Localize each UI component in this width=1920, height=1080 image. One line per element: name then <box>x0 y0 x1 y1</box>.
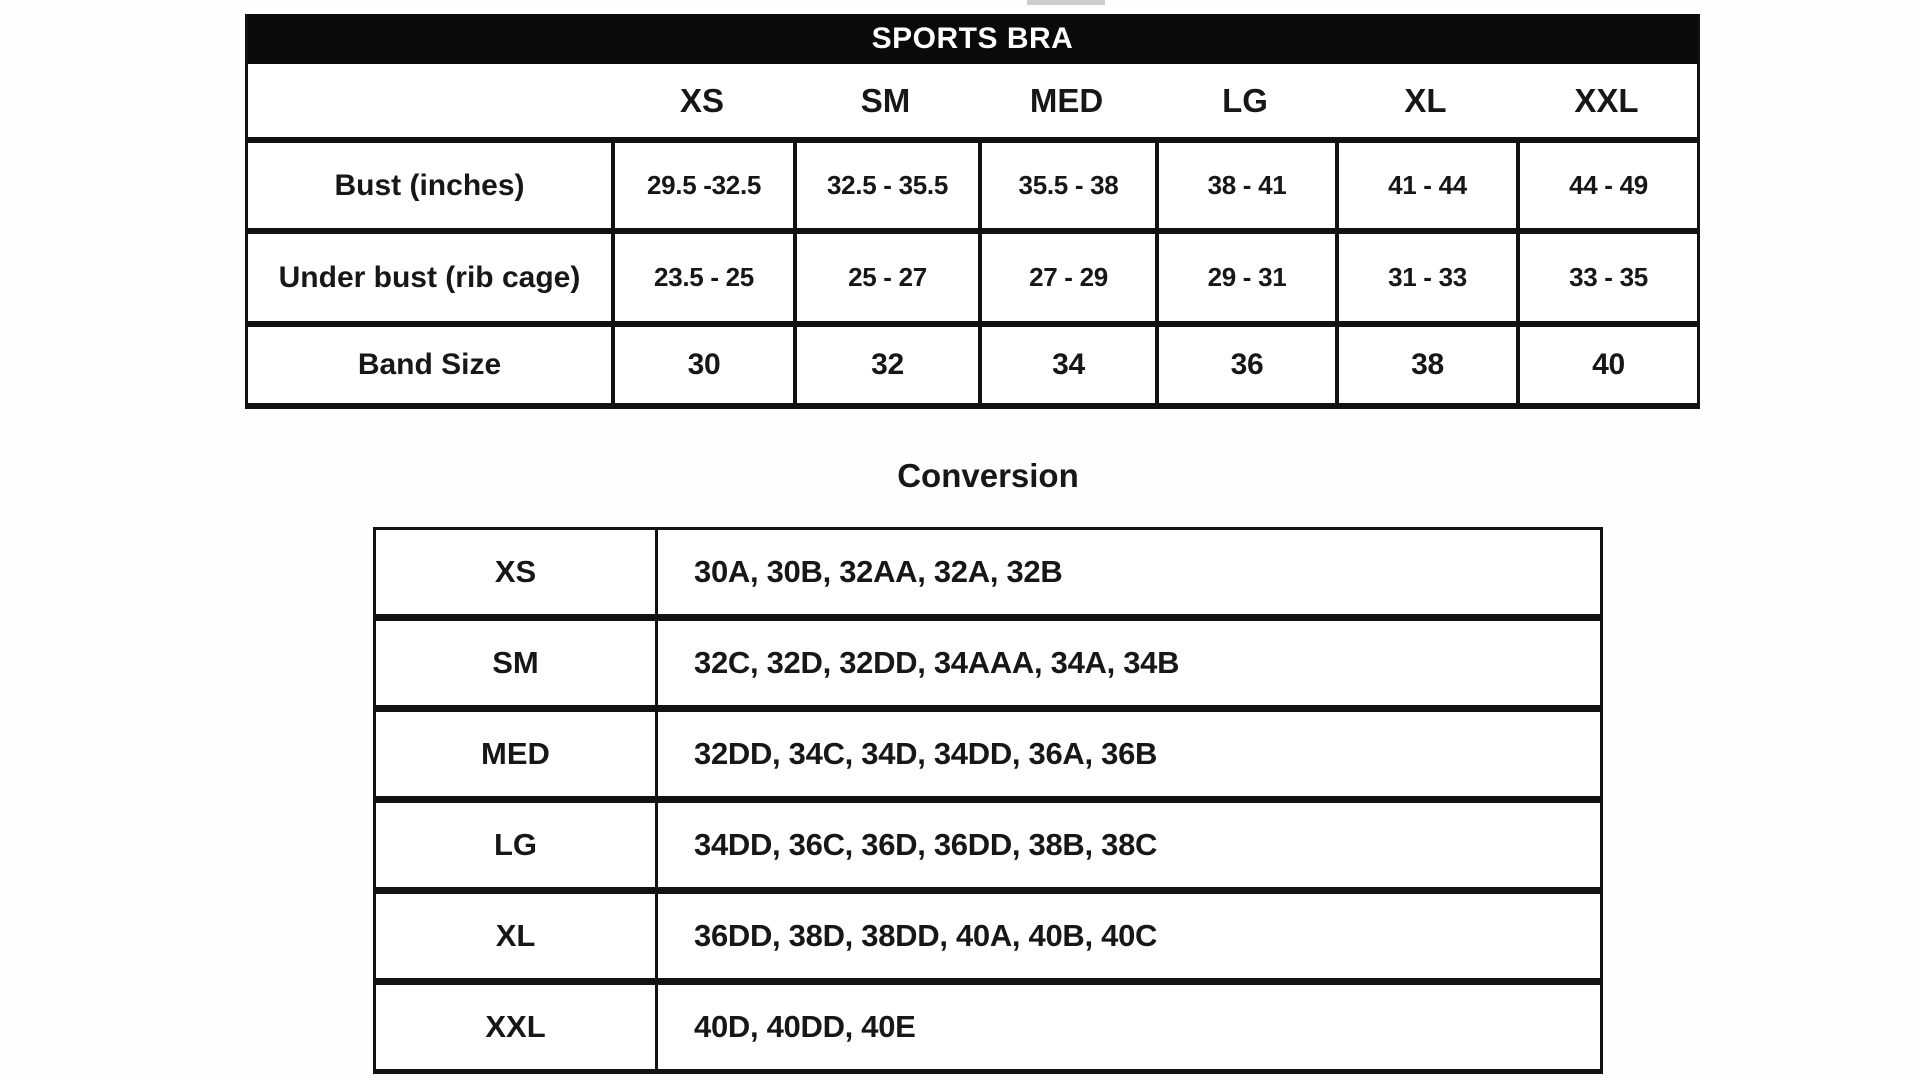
conversion-values-xxl: 40D, 40DD, 40E <box>694 1009 916 1044</box>
band-size-value-lg: 36 <box>1155 327 1335 403</box>
row-label-bust: Bust (inches) <box>334 168 525 202</box>
size-table-title: SPORTS BRA <box>248 14 1697 64</box>
conversion-size-sm: SM <box>376 621 658 705</box>
conversion-values-sm: 32C, 32D, 32DD, 34AAA, 34A, 34B <box>694 645 1180 680</box>
bust-value-xxl: 44 - 49 <box>1516 143 1697 228</box>
under-bust-value-xxl: 33 - 35 <box>1516 234 1697 321</box>
band-size-value-med: 34 <box>978 327 1155 403</box>
conversion-size-xs: XS <box>376 530 658 614</box>
conversion-row-xl <box>376 887 1600 978</box>
size-column-header-xs: XS <box>679 81 725 119</box>
conversion-values-xs: 30A, 30B, 32AA, 32A, 32B <box>694 554 1063 589</box>
bust-value-xs: 29.5 -32.5 <box>611 143 793 228</box>
bust-value-lg: 38 - 41 <box>1155 143 1335 228</box>
bust-value-sm: 32.5 - 35.5 <box>793 143 978 228</box>
size-column-header-xxl: XXL <box>1574 81 1639 119</box>
under-bust-value-sm: 25 - 27 <box>793 234 978 321</box>
size-column-header-sm: SM <box>860 81 911 119</box>
conversion-values-lg: 34DD, 36C, 36D, 36DD, 38B, 38C <box>694 827 1158 862</box>
cropped-edge-artifact <box>1027 0 1105 5</box>
under-bust-row <box>248 228 1697 321</box>
band-size-value-xxl: 40 <box>1516 327 1697 403</box>
conversion-values-xl: 36DD, 38D, 38DD, 40A, 40B, 40C <box>694 918 1158 953</box>
conversion-size-med: MED <box>376 712 658 796</box>
under-bust-value-xs: 23.5 - 25 <box>611 234 793 321</box>
row-label-band-size: Band Size <box>357 348 502 381</box>
size-column-header-lg: LG <box>1222 81 1268 119</box>
conversion-row-lg <box>376 796 1600 887</box>
band-size-value-sm: 32 <box>793 327 978 403</box>
conversion-row-med <box>376 705 1600 796</box>
band-size-value-xs: 30 <box>611 327 793 403</box>
bust-row <box>248 137 1697 228</box>
under-bust-value-med: 27 - 29 <box>978 234 1155 321</box>
size-column-header-xl: XL <box>1404 81 1447 119</box>
size-column-header-med: MED <box>1029 81 1104 119</box>
bust-value-med: 35.5 - 38 <box>978 143 1155 228</box>
band-size-row <box>248 321 1697 403</box>
sports-bra-size-table <box>245 14 1700 409</box>
row-label-under-bust: Under bust (rib cage) <box>278 260 581 294</box>
conversion-size-xl: XL <box>376 894 658 978</box>
conversion-table <box>373 527 1603 1074</box>
under-bust-value-xl: 31 - 33 <box>1335 234 1516 321</box>
band-size-value-xl: 38 <box>1335 327 1516 403</box>
size-table-header-row <box>248 64 1697 137</box>
conversion-title: Conversion <box>897 457 1079 494</box>
conversion-size-lg: LG <box>376 803 658 887</box>
conversion-row-xs <box>376 530 1600 614</box>
conversion-size-xxl: XXL <box>376 985 658 1069</box>
conversion-row-sm <box>376 614 1600 705</box>
header-empty-cell <box>248 64 611 137</box>
bust-value-xl: 41 - 44 <box>1335 143 1516 228</box>
conversion-values-med: 32DD, 34C, 34D, 34DD, 36A, 36B <box>694 736 1158 771</box>
under-bust-value-lg: 29 - 31 <box>1155 234 1335 321</box>
conversion-row-xxl <box>376 978 1600 1069</box>
